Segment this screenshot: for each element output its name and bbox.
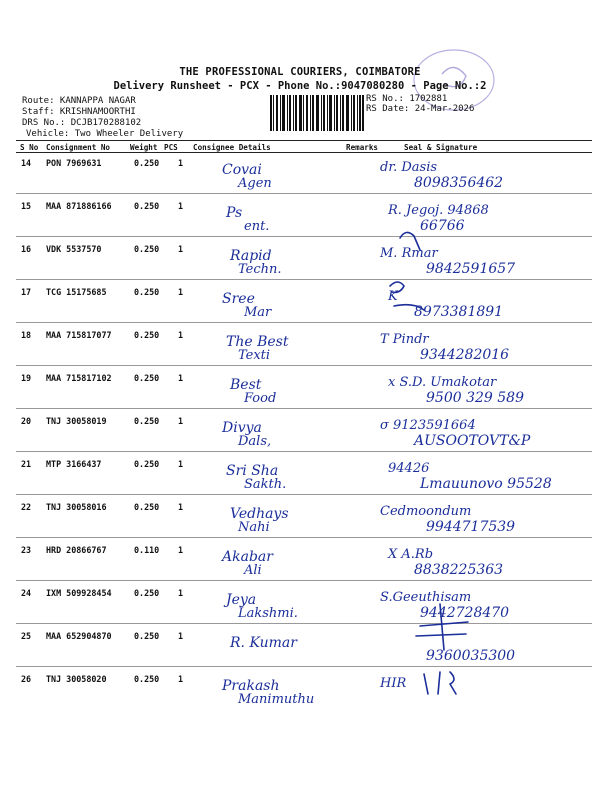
- row-pcs: 1: [178, 502, 184, 512]
- row-consignee-line2: Nahi: [238, 520, 270, 535]
- row-signature: M. Rmar: [380, 246, 438, 261]
- row-pcs: 1: [178, 588, 184, 598]
- row-weight: 0.250: [134, 631, 160, 641]
- row-weight: 0.250: [134, 588, 160, 598]
- row-signature-phone: 9944717539: [426, 519, 516, 535]
- row-consignee-line1: Ps: [226, 205, 243, 221]
- row-signature-phone: 9344282016: [420, 347, 510, 363]
- row-consignee-line2: Ali: [244, 563, 262, 578]
- row-consignment-no: TNJ 30058020: [46, 674, 107, 684]
- row-consignee-line1: The Best: [226, 334, 289, 350]
- row-signature-phone: 66766: [420, 218, 465, 234]
- row-sno: 14: [21, 158, 32, 168]
- row-consignment-no: TCG 15175685: [46, 287, 107, 297]
- row-pcs: 1: [178, 330, 184, 340]
- row-pcs: 1: [178, 631, 184, 641]
- row-consignee-line1: Covai: [222, 162, 262, 178]
- row-weight: 0.250: [134, 373, 160, 383]
- row-sno: 25: [21, 631, 32, 641]
- row-consignee-line1: Akabar: [222, 549, 273, 565]
- row-signature: K: [388, 289, 398, 304]
- route-label: Route: KANNAPPA NAGAR: [22, 96, 136, 106]
- row-sno: 22: [21, 502, 32, 512]
- row-consignee-line1: Jeya: [226, 592, 257, 608]
- signature-scribbles: [380, 160, 580, 720]
- row-consignee-line1: Prakash: [222, 678, 280, 694]
- row-consignment-no: TNJ 30058016: [46, 502, 107, 512]
- row-consignment-no: MAA 715817102: [46, 373, 112, 383]
- row-weight: 0.250: [134, 330, 160, 340]
- col-sno: S No: [20, 143, 39, 152]
- row-sno: 15: [21, 201, 32, 211]
- col-consignee: Consignee Details: [193, 143, 271, 152]
- row-pcs: 1: [178, 545, 184, 555]
- row-consignee-line2: Food: [244, 391, 277, 406]
- row-pcs: 1: [178, 674, 184, 684]
- row-weight: 0.250: [134, 459, 160, 469]
- row-signature: T Pindr: [380, 332, 429, 347]
- col-consignment: Consignment No: [46, 143, 111, 152]
- row-consignment-no: MAA 652904870: [46, 631, 112, 641]
- row-consignee-line2: Dals,: [238, 434, 272, 449]
- row-consignment-no: MAA 871886166: [46, 201, 112, 211]
- row-signature-phone: 8973381891: [414, 304, 504, 320]
- col-remarks: Remarks: [346, 143, 379, 152]
- row-sno: 19: [21, 373, 32, 383]
- row-weight: 0.250: [134, 244, 160, 254]
- col-seal: Seal & Signature: [404, 143, 478, 152]
- row-signature-phone: AUSOOTOVT&P: [414, 433, 531, 449]
- row-consignee-line2: Mar: [244, 305, 272, 320]
- row-pcs: 1: [178, 459, 184, 469]
- row-signature: x S.D. Umakotar: [388, 375, 497, 390]
- row-pcs: 1: [178, 287, 184, 297]
- row-consignment-no: PON 7969631: [46, 158, 102, 168]
- row-signature-phone: Lmauunovo 95528: [420, 476, 552, 492]
- row-pcs: 1: [178, 244, 184, 254]
- row-consignee-line2: Sakth.: [244, 477, 287, 492]
- row-signature: S.Geeuthisam: [380, 590, 472, 605]
- row-weight: 0.250: [134, 158, 160, 168]
- row-signature-phone: 8098356462: [414, 175, 504, 191]
- header-rule-top: [16, 140, 592, 141]
- row-sno: 17: [21, 287, 32, 297]
- runsheet-subtitle: Delivery Runsheet - PCX - Phone No.:9047080280 - Page No.:2: [113, 80, 487, 92]
- row-consignee-line2: Texti: [238, 348, 271, 363]
- header-rule-bottom: [16, 152, 592, 153]
- row-signature: Cedmoondum: [380, 504, 472, 519]
- col-weight: Weight: [130, 143, 158, 152]
- staff-label: Staff: KRISHNAMOORTHI: [22, 107, 136, 117]
- row-consignee-line1: Divya: [222, 420, 262, 436]
- row-signature-phone: 9360035300: [426, 648, 516, 664]
- row-signature-phone: 9500 329 589: [426, 390, 524, 406]
- row-signature-phone: 9842591657: [426, 261, 516, 277]
- company-title: THE PROFESSIONAL COURIERS, COIMBATORE: [179, 66, 421, 78]
- row-weight: 0.250: [134, 674, 160, 684]
- row-sno: 18: [21, 330, 32, 340]
- row-consignment-no: MAA 715817077: [46, 330, 112, 340]
- row-weight: 0.250: [134, 416, 160, 426]
- row-consignee-line1: Sri Sha: [226, 463, 279, 479]
- row-weight: 0.250: [134, 287, 160, 297]
- row-signature-phone: 8838225363: [414, 562, 504, 578]
- row-consignment-no: VDK 5537570: [46, 244, 102, 254]
- row-consignee-line1: Sree: [222, 291, 255, 307]
- row-sno: 20: [21, 416, 32, 426]
- row-sno: 26: [21, 674, 32, 684]
- row-signature: HIR: [380, 676, 407, 691]
- row-consignee-line1: Vedhays: [230, 506, 289, 522]
- row-consignee-line1: R. Kumar: [230, 635, 297, 651]
- row-consignment-no: MTP 3166437: [46, 459, 102, 469]
- row-consignment-no: HRD 20866767: [46, 545, 107, 555]
- row-pcs: 1: [178, 201, 184, 211]
- row-consignment-no: TNJ 30058019: [46, 416, 107, 426]
- row-weight: 0.250: [134, 201, 160, 211]
- barcode: [270, 95, 364, 131]
- row-weight: 0.110: [134, 545, 160, 555]
- row-sno: 23: [21, 545, 32, 555]
- row-consignee-line2: Techn.: [238, 262, 282, 277]
- row-signature-phone: 9442728470: [420, 605, 510, 621]
- row-consignee-line2: ent.: [244, 219, 270, 234]
- row-pcs: 1: [178, 158, 184, 168]
- rs-number: RS No.: 1702881: [366, 94, 448, 104]
- row-sno: 24: [21, 588, 32, 598]
- row-signature: X A.Rb: [388, 547, 434, 562]
- row-sno: 16: [21, 244, 32, 254]
- row-consignee-line1: Best: [230, 377, 262, 393]
- vehicle-label: Vehicle: Two Wheeler Delivery: [26, 129, 184, 139]
- row-signature: R. Jegoj. 94868: [388, 203, 489, 218]
- row-weight: 0.250: [134, 502, 160, 512]
- row-pcs: 1: [178, 416, 184, 426]
- row-consignee-line2: Agen: [238, 176, 272, 191]
- row-signature: dr. Dasis: [380, 160, 438, 175]
- rs-date: RS Date: 24-Mar-2026: [366, 104, 475, 114]
- drs-label: DRS No.: DCJB170288102: [22, 118, 142, 128]
- row-consignee-line1: Rapid: [230, 248, 272, 264]
- row-consignment-no: IXM 509928454: [46, 588, 112, 598]
- col-pcs: PCS: [164, 143, 178, 152]
- row-consignee-line2: Lakshmi.: [238, 606, 298, 621]
- row-signature: 94426: [388, 461, 430, 476]
- row-pcs: 1: [178, 373, 184, 383]
- row-sno: 21: [21, 459, 32, 469]
- row-signature: σ 9123591664: [380, 418, 476, 433]
- row-consignee-line2: Manimuthu: [238, 692, 315, 707]
